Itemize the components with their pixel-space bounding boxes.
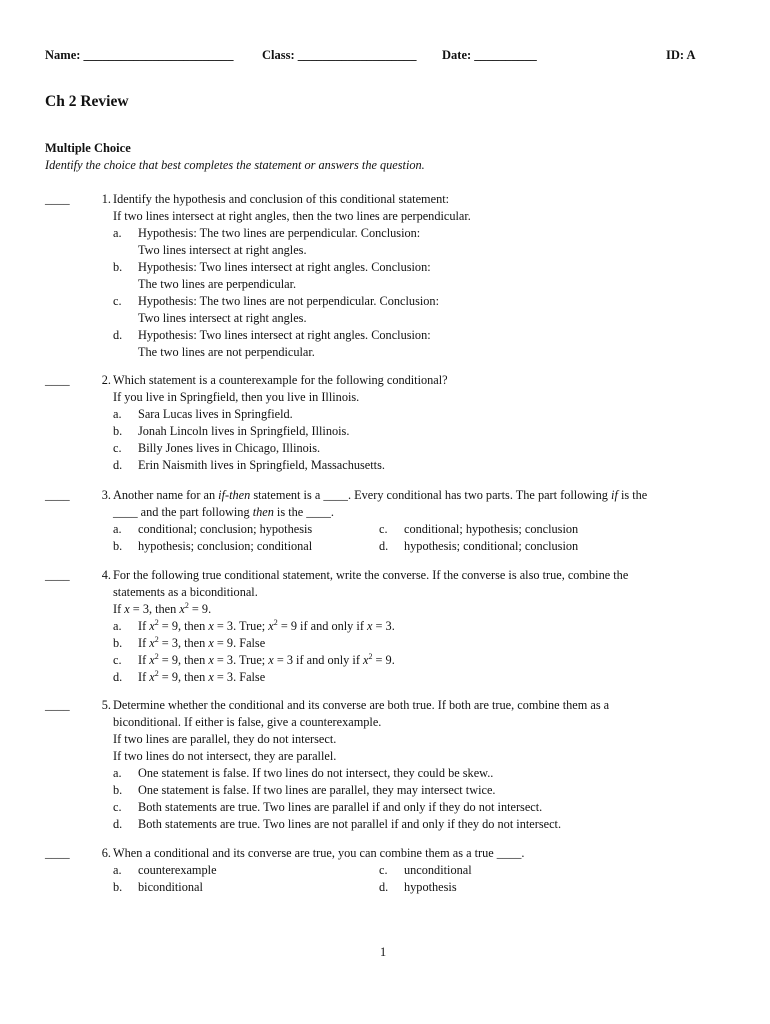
option-text: biconditional [138, 880, 203, 894]
math-var: x [149, 619, 155, 633]
option-letter: d. [113, 328, 123, 342]
question-number: 3. [101, 488, 111, 502]
exponent: 2 [154, 651, 159, 661]
option-text: hypothesis; conditional; conclusion [404, 539, 579, 553]
option-text: hypothesis; conclusion; conditional [138, 539, 313, 553]
text-run: = 9, then [158, 653, 209, 667]
question-body [113, 487, 733, 555]
answer-option [113, 782, 733, 799]
answer-option [113, 457, 733, 474]
question-body [113, 697, 733, 833]
answer-option [113, 440, 733, 457]
option-letter: b. [113, 880, 123, 894]
option-text: The two lines are not perpendicular. [138, 345, 315, 359]
answer-option [113, 406, 733, 423]
answer-blank: ____ [45, 568, 70, 582]
option-letter: a. [113, 407, 122, 421]
question-text: If two lines intersect at right angles, then the two lines are perpendicular. [113, 209, 471, 223]
math-var: x [149, 636, 155, 650]
text-run: = 9. [372, 653, 395, 667]
question-text [113, 504, 733, 521]
text-run: ____ and the part following [113, 505, 253, 519]
option-letter: d. [113, 670, 123, 684]
text-run: = 3, then [158, 636, 209, 650]
date-field-label: Date: __________ [442, 48, 537, 62]
option-text: Two lines intersect at right angles. [138, 243, 307, 257]
option-text: unconditional [404, 863, 472, 877]
exponent: 2 [154, 634, 159, 644]
text-run: = 9. False [213, 636, 266, 650]
text-run: If [138, 619, 150, 633]
italic-term: if-then [218, 488, 251, 502]
question-text: If two lines do not intersect, they are parallel. [113, 749, 337, 763]
math-var: x [268, 653, 274, 667]
text-run: = 9, then [158, 670, 209, 684]
text-run: statement is a ____. Every conditional has two parts. The part following [250, 488, 612, 502]
answer-blank: ____ [45, 373, 70, 387]
option-letter: c. [113, 441, 122, 455]
answer-option [113, 618, 733, 635]
math-var: x [179, 602, 185, 616]
option-text: Billy Jones lives in Chicago, Illinois. [138, 441, 321, 455]
option-letter: a. [113, 226, 122, 240]
answer-option-row [113, 521, 733, 538]
option-letter: b. [113, 424, 123, 438]
math-var: x [208, 636, 214, 650]
math-var: x [367, 619, 373, 633]
italic-term: then [252, 505, 274, 519]
exponent: 2 [154, 668, 159, 678]
math-var: x [208, 670, 214, 684]
page-header [45, 47, 705, 65]
text-run: = 9, then [158, 619, 209, 633]
answer-option [113, 327, 733, 361]
option-letter: c. [379, 522, 388, 536]
question-body [113, 845, 733, 896]
answer-option [113, 259, 733, 293]
section-instructions: Identify the choice that best completes the statement or answers the question. [45, 158, 425, 172]
option-text: One statement is false. If two lines are parallel, they may intersect twice. [138, 783, 496, 797]
option-text: Both statements are true. Two lines are parallel if and only if they do not intersect. [138, 800, 543, 814]
question-number: 4. [101, 568, 111, 582]
text-run: = 9 if and only if [277, 619, 367, 633]
text-run: = 3. False [213, 670, 266, 684]
option-letter: c. [113, 653, 122, 667]
math-var: x [208, 619, 214, 633]
option-text: Hypothesis: Two lines intersect at right angles. Conclusion: [138, 328, 431, 342]
option-letter: d. [113, 458, 123, 472]
text-run: If [138, 636, 150, 650]
answer-option-row [113, 862, 733, 879]
option-letter: b. [113, 260, 123, 274]
option-text: Hypothesis: Two lines intersect at right angles. Conclusion: [138, 260, 431, 274]
answer-blank: ____ [45, 698, 70, 712]
name-field-label: Name: ________________________ [45, 48, 234, 62]
answer-blank: ____ [45, 846, 70, 860]
option-letter: c. [113, 800, 122, 814]
option-text: Jonah Lincoln lives in Springfield, Illinois. [138, 424, 350, 438]
answer-option [113, 293, 733, 327]
math-var: x [149, 670, 155, 684]
option-letter: a. [113, 619, 122, 633]
text-run: If [138, 670, 150, 684]
text-run: = 3, then [129, 602, 180, 616]
text-run: If [113, 602, 125, 616]
answer-option [113, 635, 733, 652]
option-letter: c. [379, 863, 388, 877]
option-text: Sara Lucas lives in Springfield. [138, 407, 293, 421]
exponent: 2 [154, 617, 159, 627]
text-run: = 3. True; [213, 653, 269, 667]
text-run: If [138, 653, 150, 667]
option-letter: a. [113, 522, 122, 536]
math-var: x [149, 653, 155, 667]
exponent: 2 [273, 617, 278, 627]
question-text [113, 487, 733, 504]
math-var: x [363, 653, 369, 667]
section-title: Multiple Choice [45, 141, 131, 155]
question-number: 5. [101, 698, 111, 712]
answer-blank: ____ [45, 488, 70, 502]
question-body [113, 372, 733, 474]
answer-option [113, 765, 733, 782]
question-text: For the following true conditional statement, write the converse. If the converse is also true, combine the [113, 568, 629, 582]
answer-option-row [113, 879, 733, 896]
text-run: = 3. True; [213, 619, 269, 633]
option-letter: d. [379, 880, 389, 894]
option-text: hypothesis [404, 880, 457, 894]
page-title: Ch 2 Review [45, 93, 129, 110]
id-label: ID: A [666, 48, 696, 62]
option-letter: d. [113, 817, 123, 831]
option-text: Both statements are true. Two lines are not parallel if and only if they do not intersect. [138, 817, 562, 831]
question-number: 6. [101, 846, 111, 860]
option-text: conditional; conclusion; hypothesis [138, 522, 313, 536]
option-letter: d. [379, 539, 389, 553]
answer-option-row [113, 538, 733, 555]
text-run: = 3 if and only if [273, 653, 363, 667]
italic-term: if [611, 488, 618, 502]
question-text: Identify the hypothesis and conclusion of this conditional statement: [113, 192, 450, 206]
question-text: When a conditional and its converse are true, you can combine them as a true ____. [113, 846, 525, 860]
answer-option [113, 423, 733, 440]
math-var: x [268, 619, 274, 633]
math-var: x [208, 653, 214, 667]
option-letter: b. [113, 539, 123, 553]
answer-option [113, 225, 733, 259]
question-body [113, 191, 733, 361]
option-letter: a. [113, 766, 122, 780]
text-run: Another name for an [113, 488, 219, 502]
option-letter: b. [113, 636, 123, 650]
question-text: statements as a biconditional. [113, 585, 258, 599]
question-text: If you live in Springfield, then you live in Illinois. [113, 390, 360, 404]
option-text: Hypothesis: The two lines are perpendicular. Conclusion: [138, 226, 421, 240]
text-run: = 9. [188, 602, 212, 616]
exponent: 2 [184, 600, 189, 610]
question-body [113, 567, 733, 686]
question-text: Determine whether the conditional and its converse are both true. If both are true, combine them as a [113, 698, 610, 712]
question-text: If two lines are parallel, they do not intersect. [113, 732, 337, 746]
class-field-label: Class: ___________________ [262, 48, 417, 62]
given-statement [113, 601, 733, 618]
answer-option [113, 669, 733, 686]
option-text: Erin Naismith lives in Springfield, Massachusetts. [138, 458, 385, 472]
page-number: 1 [380, 945, 387, 959]
text-run: is the [617, 488, 648, 502]
option-letter: b. [113, 783, 123, 797]
exponent: 2 [368, 651, 373, 661]
answer-option [113, 652, 733, 669]
text-run: is the ____. [273, 505, 334, 519]
option-text: Hypothesis: The two lines are not perpendicular. Conclusion: [138, 294, 439, 308]
option-text: One statement is false. If two lines do not intersect, they could be skew.. [138, 766, 494, 780]
option-text: Two lines intersect at right angles. [138, 311, 307, 325]
answer-blank: ____ [45, 192, 70, 206]
option-text: counterexample [138, 863, 217, 877]
math-var: x [124, 602, 130, 616]
option-letter: a. [113, 863, 122, 877]
answer-option [113, 816, 733, 833]
answer-option [113, 799, 733, 816]
text-run: = 3. [372, 619, 395, 633]
question-text: biconditional. If either is false, give a counterexample. [113, 715, 382, 729]
question-text: Which statement is a counterexample for the following conditional? [113, 373, 448, 387]
question-number: 1. [101, 192, 111, 206]
question-number: 2. [101, 373, 111, 387]
option-text: conditional; hypothesis; conclusion [404, 522, 579, 536]
option-letter: c. [113, 294, 122, 308]
option-text: The two lines are perpendicular. [138, 277, 297, 291]
